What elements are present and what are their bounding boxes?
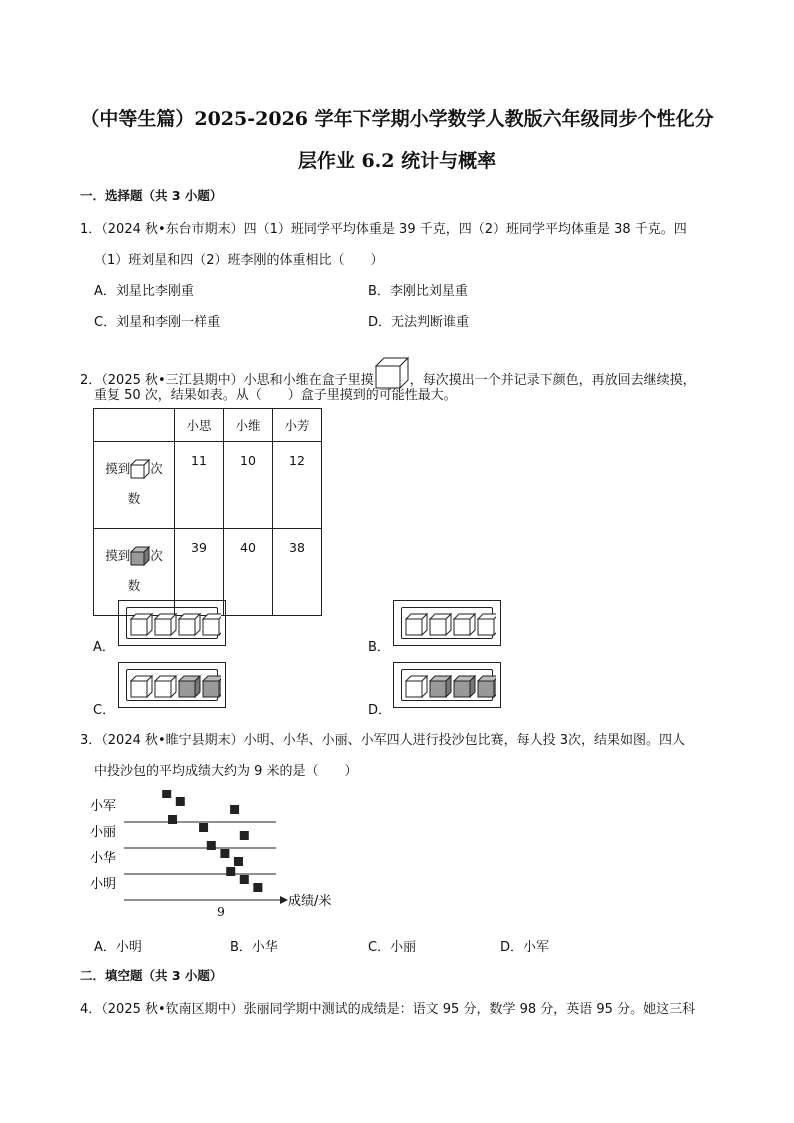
category-label: 小军 [90,799,117,814]
row-label-text: 数 [127,578,141,593]
q1-option-a[interactable]: A．刘星比李刚重 [94,284,194,299]
q3-option-d[interactable]: D．小军 [500,940,550,955]
category-label: 小华 [90,851,117,866]
throw-scores-chart [90,790,360,920]
row-label-text: 次 [150,461,163,476]
q1-option-b[interactable]: B．李刚比刘星重 [368,284,468,299]
white-cube-icon [406,676,427,697]
white-cube-icon [406,614,427,635]
data-point [207,841,216,850]
white-cube-icon [155,614,176,635]
row-label-text: 摸到 [105,548,131,563]
gray-cube-icon [130,546,150,566]
table-cell: 10 [224,442,273,529]
q3-stem-line2: 中投沙包的平均成绩大约为 9 米的是（ ） [94,764,358,779]
category-label: 小丽 [90,825,117,840]
section-heading-fill: 二．填空题（共 3 小题） [80,968,223,983]
x-axis-arrow-icon [280,896,288,904]
document-title-line1: （中等生篇）2025-2026 学年下学期小学数学人教版六年级同步个性化分 [80,108,714,130]
white-cube-icon [131,614,152,635]
q3-option-c[interactable]: C．小丽 [368,940,417,955]
row-label-text: 次 [150,548,163,563]
table-header-xiaowei: 小维 [224,409,273,442]
cube-row [129,668,221,704]
data-point [168,815,177,824]
white-cube-icon [130,459,150,479]
white-cube-icon [430,614,451,635]
q1-stem-line1: 1．（2024 秋•东台市期末）四（1）班同学平均体重是 39 千克，四（2）班同学平均体重是 38 千克。四 [80,222,687,237]
gray-cube-icon [179,676,200,697]
table-cell: 39 [175,529,224,616]
white-cube-icon [478,614,496,635]
q2-stem-line1-part2: ，每次摸出一个并记录下颜色，再放回去继续摸， [409,373,696,388]
document-title-line2: 层作业 6.2 统计与概率 [297,150,497,172]
gray-cube-icon [203,676,221,697]
q4-stem-line1: 4．（2025 秋•钦南区期中）张丽同学期中测试的成绩是：语文 95 分，数学 98 分，英语 95 分。她这三科 [80,1002,696,1017]
q2-option-a-box[interactable] [118,600,226,646]
x-tick-label: 9 [217,905,225,919]
category-label: 小明 [90,877,117,892]
q3-option-b[interactable]: B．小华 [230,940,278,955]
table-header-empty [94,409,175,442]
q2-option-a-label[interactable]: A． [93,640,115,655]
row-label-text: 数 [127,491,141,506]
q1-option-d[interactable]: D．无法判断谁重 [368,315,470,330]
q1-option-c[interactable]: C．刘星和李刚一样重 [94,315,221,330]
data-point [220,849,229,858]
cube-row [129,606,221,642]
white-cube-icon [179,614,200,635]
table-cell: 12 [273,442,322,529]
gray-cube-icon [430,676,451,697]
data-point [176,797,185,806]
data-point [234,857,243,866]
row-label-text: 摸到 [105,461,131,476]
q2-option-b-label[interactable]: B． [368,640,390,655]
q2-stem-line1-part1: 2．（2025 秋•三江县期中）小思和小维在盒子里摸 [80,373,374,388]
results-table [93,408,322,616]
q2-option-d-box[interactable] [393,662,501,708]
data-point [240,831,249,840]
table-header-xiaofang: 小芳 [273,409,322,442]
section-heading-choice: 一．选择题（共 3 小题） [80,188,223,203]
cube-row [404,606,496,642]
table-header-xiaosi: 小思 [175,409,224,442]
table-cell: 38 [273,529,322,616]
white-cube-icon [203,614,221,635]
data-point [230,805,239,814]
x-axis-label: 成绩/米 [288,894,332,909]
gray-cube-icon [454,676,475,697]
white-cube-icon [454,614,475,635]
data-point [199,823,208,832]
table-cell: 11 [175,442,224,529]
q3-option-a[interactable]: A．小明 [94,940,142,955]
q2-option-c-box[interactable] [118,662,226,708]
white-cube-icon [131,676,152,697]
q2-option-b-box[interactable] [393,600,501,646]
gray-cube-icon [478,676,496,697]
q2-option-d-label[interactable]: D． [368,703,392,718]
table-row-label-white [94,442,175,529]
data-point [162,790,171,798]
table-cell: 40 [224,529,273,616]
q2-option-c-label[interactable]: C． [93,703,116,718]
data-point [240,875,249,884]
q3-stem-line1: 3．（2024 秋•睢宁县期末）小明、小华、小丽、小军四人进行投沙包比赛，每人投 3次，结果如图。四人 [80,733,686,748]
q1-stem-line2: （1）班刘星和四（2）班李刚的体重相比（ ） [94,253,384,268]
cube-row [404,668,496,704]
q2-stem-line2: 重复 50 次，结果如表。从（ ）盒子里摸到的可能性最大。 [94,388,457,403]
data-point [226,867,235,876]
data-point [253,883,262,892]
white-cube-icon [155,676,176,697]
